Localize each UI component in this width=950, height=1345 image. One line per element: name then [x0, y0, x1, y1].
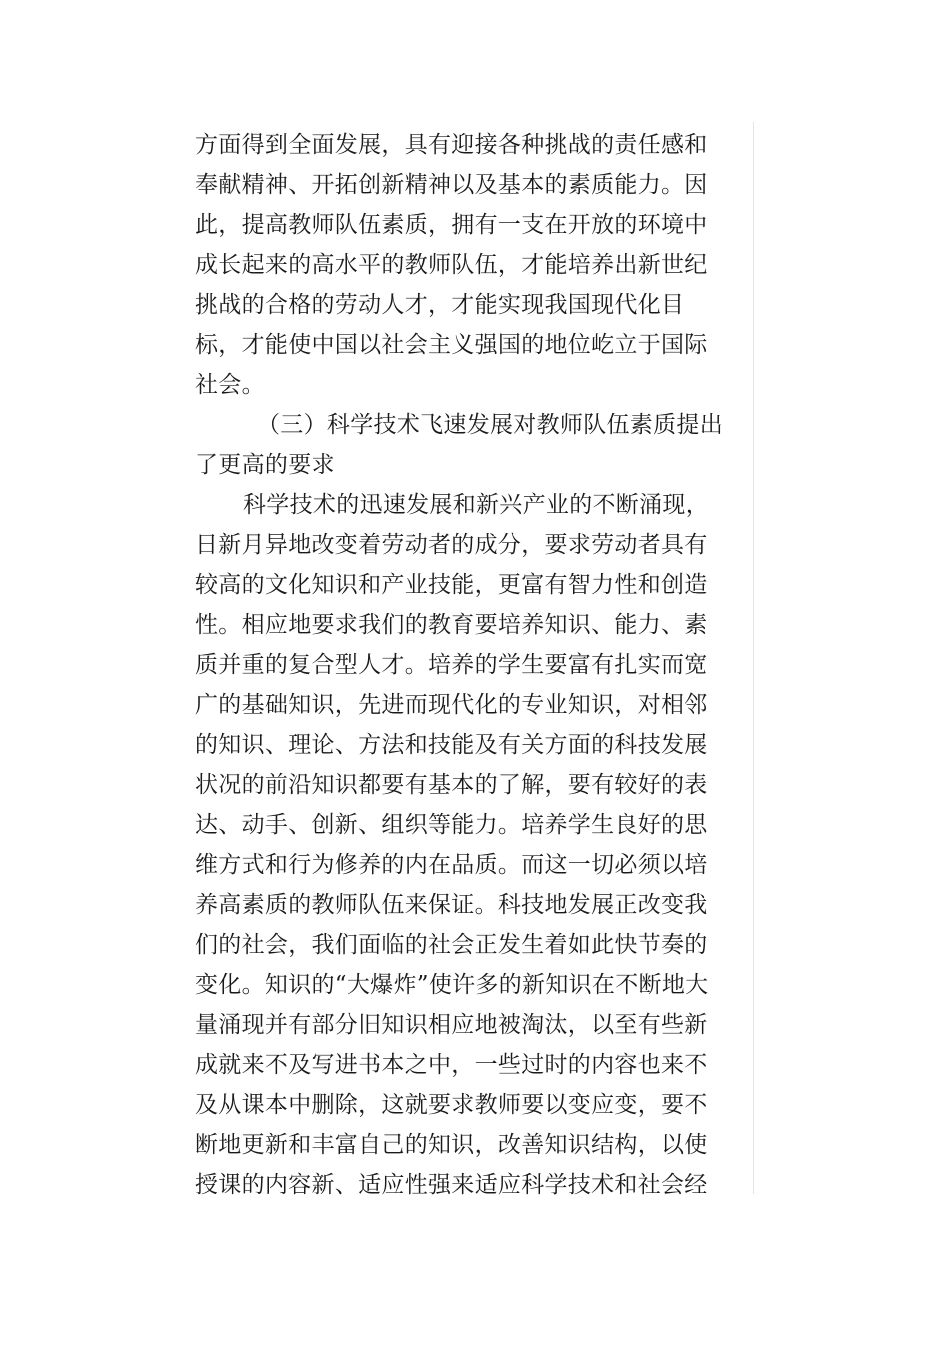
paragraph-line: 变化。知识的“大爆炸”使许多的新知识在不断地大 — [195, 972, 709, 998]
paragraph-line: 此，提高教师队伍素质，拥有一支在开放的环境中 — [195, 212, 708, 238]
paragraph-line: 状况的前沿知识都要有基本的了解，要有较好的表 — [195, 772, 708, 798]
paragraph-line: 维方式和行为修养的内在品质。而这一切必须以培 — [195, 852, 708, 878]
paragraph-line: 成长起来的高水平的教师队伍，才能培养出新世纪 — [195, 252, 708, 278]
paragraph-line: 方面得到全面发展，具有迎接各种挑战的责任感和 — [195, 132, 708, 158]
paragraph-line: 性。相应地要求我们的教育要培养知识、能力、素 — [195, 612, 708, 638]
section-heading-line: （三）科学技术飞速发展对教师队伍素质提出 — [257, 412, 723, 438]
page-margin-rule — [753, 122, 754, 1194]
paragraph-line: 社会。 — [195, 372, 265, 398]
document-body — [195, 125, 735, 1205]
paragraph-line: 的知识、理论、方法和技能及有关方面的科技发展 — [195, 732, 708, 758]
paragraph-line: 达、动手、创新、组织等能力。培养学生良好的思 — [195, 812, 708, 838]
paragraph-line: 挑战的合格的劳动人才，才能实现我国现代化目 — [195, 292, 685, 318]
paragraph-line: 标，才能使中国以社会主义强国的地位屹立于国际 — [195, 332, 708, 358]
paragraph-line: 成就来不及写进书本之中，一些过时的内容也来不 — [195, 1052, 708, 1078]
paragraph-line: 较高的文化知识和产业技能，更富有智力性和创造 — [195, 572, 708, 598]
paragraph-line: 授课的内容新、适应性强来适应科学技术和社会经 — [195, 1172, 708, 1198]
paragraph-line: 广的基础知识，先进而现代化的专业知识，对相邻 — [195, 692, 708, 718]
paragraph-line: 量涌现并有部分旧知识相应地被淘汰，以至有些新 — [195, 1012, 708, 1038]
paragraph-line: 日新月异地改变着劳动者的成分，要求劳动者具有 — [195, 532, 708, 558]
paragraph-line: 及从课本中删除，这就要求教师要以变应变，要不 — [195, 1092, 708, 1118]
paragraph-line: 断地更新和丰富自己的知识，改善知识结构，以使 — [195, 1132, 708, 1158]
paragraph-line: 质并重的复合型人才。培养的学生要富有扎实而宽 — [195, 652, 708, 678]
paragraph-line: 们的社会，我们面临的社会正发生着如此快节奏的 — [195, 932, 708, 958]
paragraph-line: 奉献精神、开拓创新精神以及基本的素质能力。因 — [195, 172, 708, 198]
paragraph-line: 科学技术的迅速发展和新兴产业的不断涌现， — [243, 492, 709, 518]
paragraph-line: 养高素质的教师队伍来保证。科技地发展正改变我 — [195, 892, 708, 918]
section-heading-line: 了更高的要求 — [195, 452, 335, 478]
